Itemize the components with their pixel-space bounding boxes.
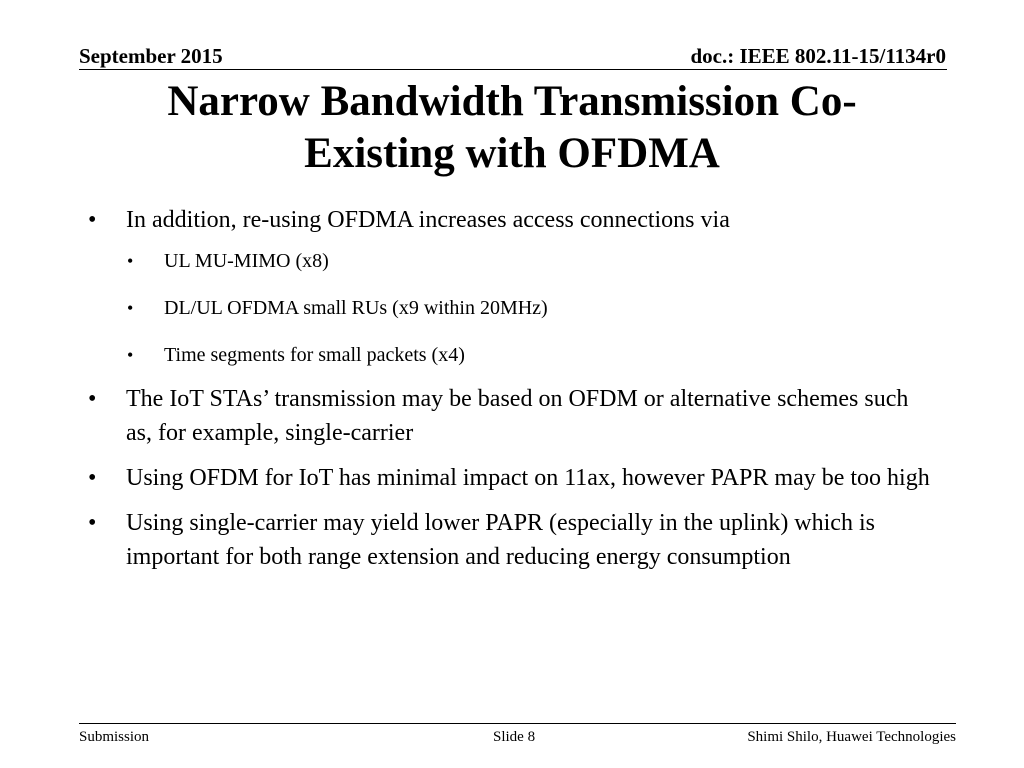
footer-submission: Submission bbox=[79, 729, 150, 745]
bullet-item bbox=[80, 203, 930, 237]
sub-bullet-text: UL MU-MIMO (x8) bbox=[164, 250, 329, 272]
bullet-text: Using single-carrier may yield lower PAPR (especially in the uplink) which is important for both range extension and reducing energy consumption bbox=[126, 510, 875, 570]
bullet-item bbox=[80, 461, 930, 495]
header-divider bbox=[79, 69, 947, 70]
sub-bullet-glyph: • bbox=[127, 251, 134, 271]
footer-divider bbox=[79, 723, 956, 724]
bullet-item bbox=[80, 382, 930, 450]
bullet-glyph: • bbox=[88, 465, 97, 491]
header-date: September 2015 bbox=[79, 44, 223, 68]
sub-bullet-item bbox=[80, 295, 930, 321]
bullet-list bbox=[80, 203, 930, 585]
sub-bullet-item bbox=[80, 342, 930, 368]
sub-bullet-item bbox=[80, 248, 930, 274]
slide-title: Narrow Bandwidth Transmission Co-Existing with OFDMA bbox=[167, 78, 857, 177]
bullet-text: In addition, re-using OFDMA increases access connections via bbox=[126, 207, 730, 233]
bullet-glyph: • bbox=[88, 386, 97, 412]
bullet-text: Using OFDM for IoT has minimal impact on 11ax, however PAPR may be too high bbox=[126, 465, 930, 491]
header-doc-id: doc.: IEEE 802.11-15/1134r0 bbox=[690, 44, 946, 68]
bullet-text: The IoT STAs’ transmission may be based on OFDM or alternative schemes such as, for example, single-carrier bbox=[126, 386, 909, 446]
bullet-glyph: • bbox=[88, 207, 97, 233]
sub-bullet-glyph: • bbox=[127, 345, 134, 365]
footer-slide-number: Slide 8 bbox=[493, 729, 536, 745]
sub-bullet-text: DL/UL OFDMA small RUs (x9 within 20MHz) bbox=[164, 297, 548, 319]
bullet-item bbox=[80, 506, 930, 574]
bullet-glyph: • bbox=[88, 510, 97, 536]
sub-bullet-glyph: • bbox=[127, 298, 134, 318]
footer-author: Shimi Shilo, Huawei Technologies bbox=[747, 729, 956, 745]
sub-bullet-text: Time segments for small packets (x4) bbox=[164, 344, 465, 366]
